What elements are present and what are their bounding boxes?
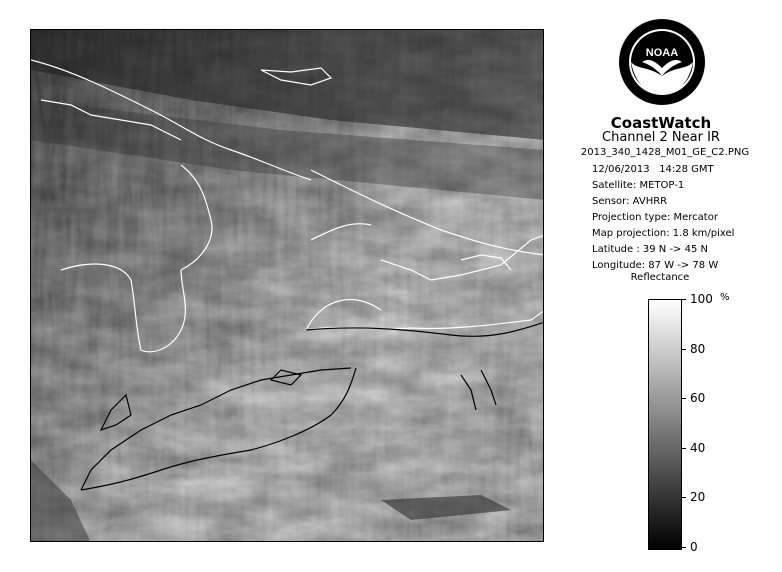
- colorbar-tick: [681, 398, 686, 399]
- date: 12/06/2013: [592, 164, 650, 175]
- longitude-range: Longitude: 87 W -> 78 W: [592, 260, 719, 271]
- date-time-line: [592, 164, 714, 175]
- colorbar-tick-label: 80: [690, 341, 706, 356]
- colorbar-tick: [681, 349, 686, 350]
- colorbar-unit: %: [720, 292, 730, 303]
- colorbar-tick-label: 100: [690, 292, 713, 306]
- satellite: Satellite: METOP-1: [592, 180, 685, 191]
- colorbar-tick-label: 40: [690, 440, 706, 455]
- colorbar-title: Reflectance: [630, 272, 690, 283]
- colorbar-tick: [681, 547, 686, 548]
- colorbar-tick-label: 60: [690, 391, 706, 406]
- product-name: Channel 2 Near IR: [602, 130, 720, 145]
- colorbar-tick: [681, 299, 686, 300]
- colorbar-tick-label: 0: [690, 540, 698, 554]
- colorbar-tick: [681, 448, 686, 449]
- brand-title: CoastWatch: [610, 114, 712, 132]
- map-projection: Map projection: 1.8 km/pixel: [592, 228, 735, 239]
- colorbar-tick: [681, 497, 686, 498]
- sensor: Sensor: AVHRR: [592, 196, 668, 207]
- noaa-logo: [618, 18, 706, 106]
- colorbar-tick-label: 20: [690, 490, 706, 505]
- logo-text: NOAA: [645, 47, 679, 59]
- latitude-range: Latitude : 39 N -> 45 N: [592, 244, 708, 255]
- satellite-image: [30, 29, 544, 542]
- time: 14:28 GMT: [659, 164, 714, 175]
- file-name: 2013_340_1428_M01_GE_C2.PNG: [580, 147, 750, 158]
- colorbar: [648, 299, 682, 550]
- projection-type: Projection type: Mercator: [592, 212, 718, 223]
